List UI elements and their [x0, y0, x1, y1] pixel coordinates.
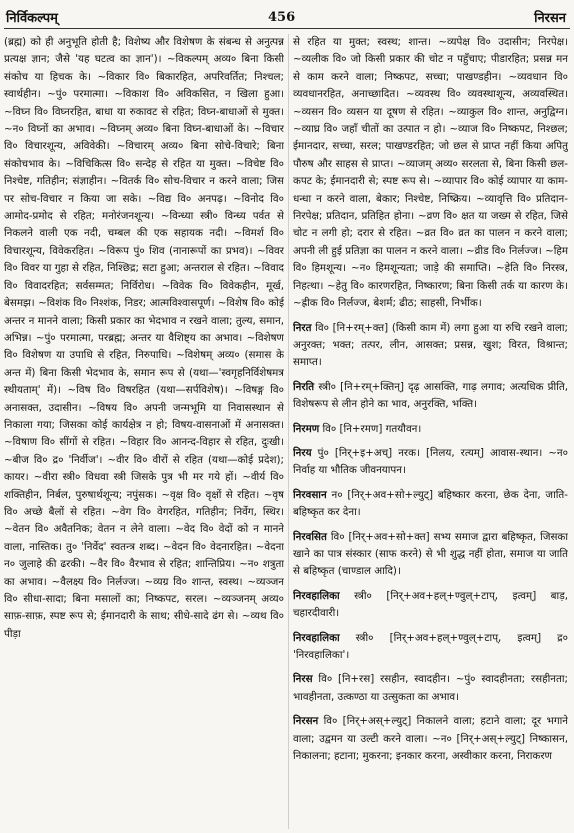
entry-headword: निरवसित — [293, 530, 327, 543]
dictionary-entry — [293, 630, 568, 665]
dictionary-entry — [293, 320, 568, 372]
entry-definition: (ब्रह्म) को ही अनुभूति होती है; विशेष्य और विशेषण के संबन्ध से अनुत्पन्न प्रत्यक्ष ज्ञान; जैसे 'यह घटत्व का ज्ञान')। ~विकल्पम् अव्य० बिना किसी संकोच या हिचक के। ~विकार वि० बिकारहित, अपरिवर्तित; निश्चल; स्वार्थहीन। ~पुं० परमात्मा। ~विकाश वि० अविकसित, न खिला हुआ। ~विघ्न वि० विघ्नरहित, बाधा या रुकावट से रहित; विघ्न-बाधाओं से मुक्त। ~न० विघ्नों का अभाव। ~विघ्नम् अव्य० बिना विघ्न-बाधाओं के। ~विचार वि० विचारशून्य, अविवेकी। ~विचारम् अव्य० बिना सोचे-विचारे; बिना संकोचभाव के। ~विचिकित्स वि० सन्देह से रहित या मुक्त। ~विचेष्ट वि० निश्चेष्ट, गतिहीन; संज्ञाहीन। ~वितर्क वि० सोच-विचार न करने वाला; जिस पर सोच-विचार न किया जा सके। ~विद्य वि० अनपढ़। ~विनोद वि० आमोद-प्रमोद से रहित; मनोरंजनशून्य। ~विन्ध्या स्त्री० विन्ध्य पर्वत से निकलने वाली एक नदी, चम्बल की एक सहायक नदी। ~विमर्श वि० विचारशून्य, विवेकरहित। ~विरूप पुं० शिव (नानारूपों का प्रभव)। ~विवर वि० विवर या गुहा से रहित, निश्छिद्र; सटा हुआ; अन्तराल से रहित। ~विवाद वि० विवादरहित; सर्वसम्मत; निर्विरोध। ~विवेक वि० विवेकहीन, मूर्ख, बेसमझ। ~विशंक वि० निश्शंक, निडर; आत्मविश्वासपूर्ण। ~विशेष वि० कोई अन्तर न मानने वाला; किसी प्रकार का भेदभाव न रखने वाला; तुल्य, समान, अभिन्न। ~पुं० परमात्मा, परब्रह्म; अन्तर या वैशिष्ट्य का अभाव। ~विशेषण वि० विशेषण या उपाधि से रहित, निरुपाधि। ~विशेषम् अव्य० (समास के अन्त में) बिना किसी भेदभाव के, समान रूप से (यथा—'स्वगृहनिर्विशेषमत्र स्थीयताम्' में)। ~विष वि० विषरहित (यथा—सर्पविशेष)। ~विषङ्ग वि० अनासक्त, उदासीन। ~विषय वि० अपनी जन्मभूमि या निवासस्थान से निकाला गया; जिसका कोई कार्यक्षेत्र न हो; विषय-वासनाओं में अनासक्त। ~विषाण वि० सींगों से रहित। ~विहार वि० आनन्द-विहार से रहित, दुःखी। ~बीज वि० द्र० 'निर्वीज'। ~वीर वि० वीरों से रहित (यथा—कोई प्रदेश); कायर। ~वीरा स्त्री० विधवा स्त्री जिसके पुत्र भी मर गये हों। ~वीर्य वि० शक्तिहीन, निर्बल, पुरुषार्थशून्य; नपुंसक। ~वृक्ष वि० वृक्षों से रहित। ~वृष वि० अच्छे बैलों से रहित। ~वेग वि० वेगरहित, गतिहीन; निर्वेग, स्थिर। ~वेतन वि० अवैतनिक; वेतन न लेने वाला। ~वेद वि० वेदों को न मानने वाला, नास्तिक। तु० 'निर्वेद' स्वतन्त्र शब्द। ~वेदन वि० वेदनारहित। ~वेदना न० जुलाहे की ढरकी। ~वैर वि० वैरभाव से रहित; शान्तिप्रिय। ~न० शत्रुता का अभाव। ~वैलक्ष्य वि० निर्लज्ज। ~व्यग्र वि० शान्त, स्वस्थ। ~व्यञ्जन वि० सीधा-सादा; बिना मसालों का; निष्कपट, सरल। ~व्यञ्जनम् अव्य० साफ़-साफ़, स्पष्ट रूप से; ईमानदारी के साथ; सीधे-सादे ढंग से। ~व्यथ वि० पीड़ा — [4, 36, 284, 640]
entry-definition: वि० [निर्+अव+सो+क्त] सभ्य समाज द्वारा बहिष्कृत, जिसका खाने का पात्र संस्कार (साफ करने) से भी शुद्ध नहीं होता, समाज या जाति से बहिष्कृत (चाण्डाल आदि)। — [293, 530, 568, 578]
entry-headword: निरत — [293, 321, 312, 334]
dictionary-entry — [293, 487, 568, 522]
column-divider — [288, 34, 289, 829]
entry-definition: से रहित या मुक्त; स्वस्थ; शान्त। ~व्यपेक्ष वि० उदासीन; निरपेक्ष। ~व्यलीक वि० जो किसी प्रकार की चोट न पहुँचाए; पीडारहित; प्रसन्न मन से काम करने वाला; निष्कपट, सच्चा; पाखण्डहीन। ~व्यवधान वि० व्यवधानरहित, अनाच्छादित। ~व्यवस्थ वि० व्यवस्थाशून्य, अव्यवस्थित। ~व्यसन वि० व्यसन या दूषण से रहित। ~व्याकुल वि० शान्त, अनुद्विग्न। ~व्याघ्र वि० जहाँ चीतों का उत्पात न हो। ~व्याज वि० निष्कपट, निश्छल; ईमानदार, सच्चा, सरल; पाखण्डरहित; जो छल से प्राप्त नहीं किया अपितु पौरुष और साहस से प्राप्त। ~व्याजम् अव्य० सरलता से, बिना किसी छल-कपट के; ईमानदारी से; स्पष्ट रूप से। ~व्यापार वि० कोई व्यापार या काम-धन्धा न करने वाला, बेकार; निश्चेष्ट, निष्क्रिय। ~व्यावृत्ति वि० प्रतिदान-निरपेक्ष; प्रतिदान, प्रतिहित होना। ~व्रण वि० क्षत या जख्म से रहित, जिसे चोट न लगी हो; दरार से रहित। ~व्रत वि० व्रत का पालन न करने वाला; अपनी ली हुई प्रतिज्ञा का पालन न करने वाला। ~व्रीड वि० निर्लज्ज। ~हिम वि० हिमशून्य। ~न० हिमशून्यता; जाड़े की समाप्ति। ~हेति वि० निरस्त्र, निहत्था। ~हेतु वि० कारणरहित, निष्कारण; बिना किसी तर्क या कारण के। ~ह्रीक वि० निर्लज्ज, बेशर्म; ढीठ; साहसी, निर्भीक। — [293, 36, 568, 310]
dictionary-entry — [293, 671, 568, 706]
entry-headword: निरमण — [293, 422, 320, 435]
entry-definition: न० [निर्+अव+सो+ल्युट्] बहिष्कार करना, छेक देना, जाति-बहिष्कृत कर देना। — [293, 488, 568, 519]
dictionary-entry — [293, 34, 568, 313]
header-right-guide-word: निरसन — [534, 11, 566, 26]
dictionary-entry — [293, 379, 568, 414]
dictionary-entry — [293, 713, 568, 765]
entry-headword: निरवसान — [293, 488, 327, 501]
entry-definition: स्त्री० [निर्+अव+हल्+ण्वुल्+टाप्, इत्वम्] द्र० 'निरवहालिका'। — [293, 631, 568, 661]
dictionary-entry — [293, 529, 568, 581]
entry-definition: वि० [नि+रमण] गतयौवन। — [322, 422, 422, 435]
left-column — [4, 34, 284, 829]
entry-definition: पुं० [निर्+इ+अच्] नरक। [निलय, रत्यम्] आवास-स्थान। ~न० निर्वाह या भौतिक जीवनयापन। — [293, 446, 568, 477]
entry-definition: स्त्री० [नि+रम्+क्तिन्] दृढ़ आसक्ति, गाढ़ लगाव; अत्यधिक प्रीति, विशेषरूप से लीन होने का भाव, अनुरक्ति, भक्ति। — [293, 380, 568, 411]
header-left-guide-word: निर्विकल्पम् — [6, 11, 58, 26]
entry-headword: निरति — [293, 380, 315, 393]
page-number: 456 — [268, 10, 296, 25]
entry-definition: वि० [निर्+अस्+ल्युट्] निकालने वाला; हटाने वाला; दूर भगाने वाला; उद्वमन या उल्टी करने वाला। ~न० [निर्+अस्+ल्युट्] निष्कासन, निकालना; हटाना; मुकरना; इनकार करना, अस्वीकार करना, निराकरण — [293, 715, 568, 763]
dictionary-entry — [293, 421, 568, 438]
entry-definition: वि० [नि+रम्+क्त] (किसी काम में) लगा हुआ या रुचि रखने वाला; अनुरक्त; भक्त; तत्पर, लीन, आसक्त; प्रसन्न, खुश; विरत, विश्रान्त; समाप्त। — [293, 321, 568, 369]
entry-headword: निरवहालिका — [293, 631, 340, 644]
entry-definition: स्त्री० [निर्+अव+हल्+ण्वुल्+टाप्, इत्वम्] बाड़, चहारदीवारी। — [293, 589, 568, 620]
entry-headword: निरस — [293, 673, 313, 686]
dictionary-entry — [4, 34, 284, 643]
right-column — [293, 34, 568, 829]
entry-definition: वि० [नि+रस] रसहीन, स्वादहीन। ~पुं० स्वादहीनता; रसहीनता; भावहीनता, उत्कण्ठा या उत्सुकता का अभाव। — [293, 673, 568, 703]
dictionary-entry — [293, 588, 568, 623]
entry-headword: निरय — [293, 446, 312, 459]
header-rule — [4, 28, 570, 29]
entry-headword: निरसन — [293, 715, 319, 728]
entry-headword: निरवहालिका — [293, 589, 340, 602]
dictionary-entry — [293, 445, 568, 480]
